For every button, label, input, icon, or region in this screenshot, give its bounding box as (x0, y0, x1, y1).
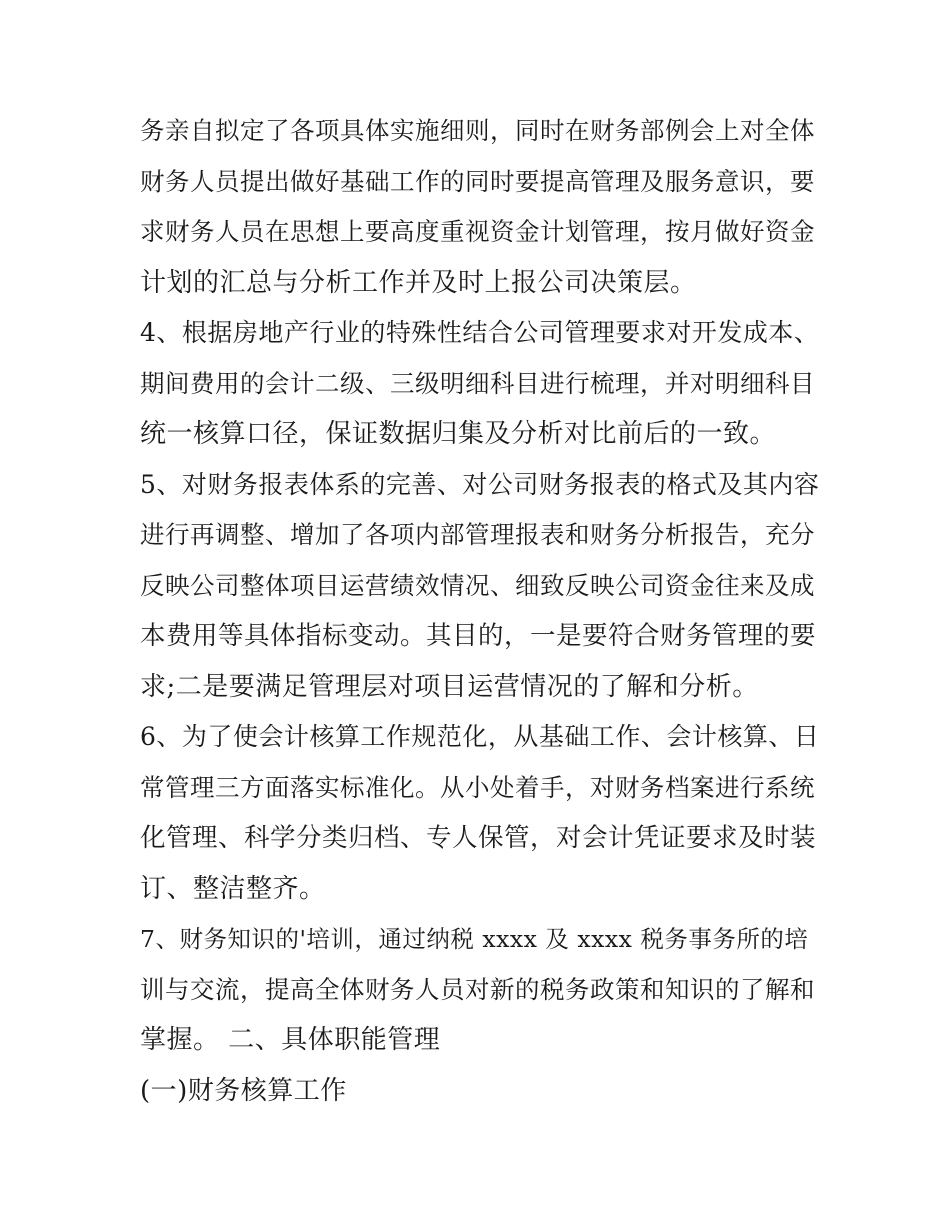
text-line: 5、对财务报表体系的完善、对公司财务报表的格式及其内容 (140, 469, 820, 499)
section-heading: (一)财务核算工作 (140, 1075, 347, 1106)
text-line: 财务人员提出做好基础工作的同时要提高管理及服务意识，要 (140, 166, 815, 196)
text-line: 务亲自拟定了各项具体实施细则，同时在财务部例会上对全体 (140, 116, 815, 145)
text-line: 求;二是要满足管理层对项目运营情况的了解和分析。 (140, 671, 759, 702)
text-line: 进行再调整、增加了各项内部管理报表和财务分析报告，充分 (140, 520, 815, 549)
text-line: 本费用等具体指标变动。其目的，一是要符合财务管理的要 (140, 621, 817, 651)
text-line: 6、为了使会计核算工作规范化，从基础工作、会计核算、日 (140, 722, 820, 751)
text-line: 7、财务知识的'培训，通过纳税 xxxx 及 xxxx 税务事务所的培 (140, 925, 809, 953)
text-line: 训与交流，提高全体财务人员对新的税务政策和知识的了解和 (140, 974, 815, 1004)
text-line: 反映公司整体项目运营绩效情况、细致反映公司资金往来及成 (140, 570, 815, 600)
document-body (140, 106, 820, 1116)
text-line: 常管理三方面落实标准化。从小处着手，对财务档案进行系统 (140, 772, 815, 802)
text-line: 4、根据房地产行业的特殊性结合公司管理要求对开发成本、 (140, 318, 820, 347)
text-line: 化管理、科学分类归档、专人保管，对会计凭证要求及时装 (140, 823, 817, 853)
text-line: 期间费用的会计二级、三级明细科目进行梳理，并对明细科目 (140, 368, 815, 398)
text-line: 掌握。 二、具体职能管理 (140, 1025, 441, 1055)
text-line: 统一核算口径，保证数据归集及分析对比前后的一致。 (140, 419, 777, 449)
text-line: 计划的汇总与分析工作并及时上报公司决策层。 (140, 267, 697, 298)
text-line: 订、整洁整齐。 (140, 873, 326, 904)
text-line: 求财务人员在思想上要高度重视资金计划管理，按月做好资金 (140, 217, 815, 246)
